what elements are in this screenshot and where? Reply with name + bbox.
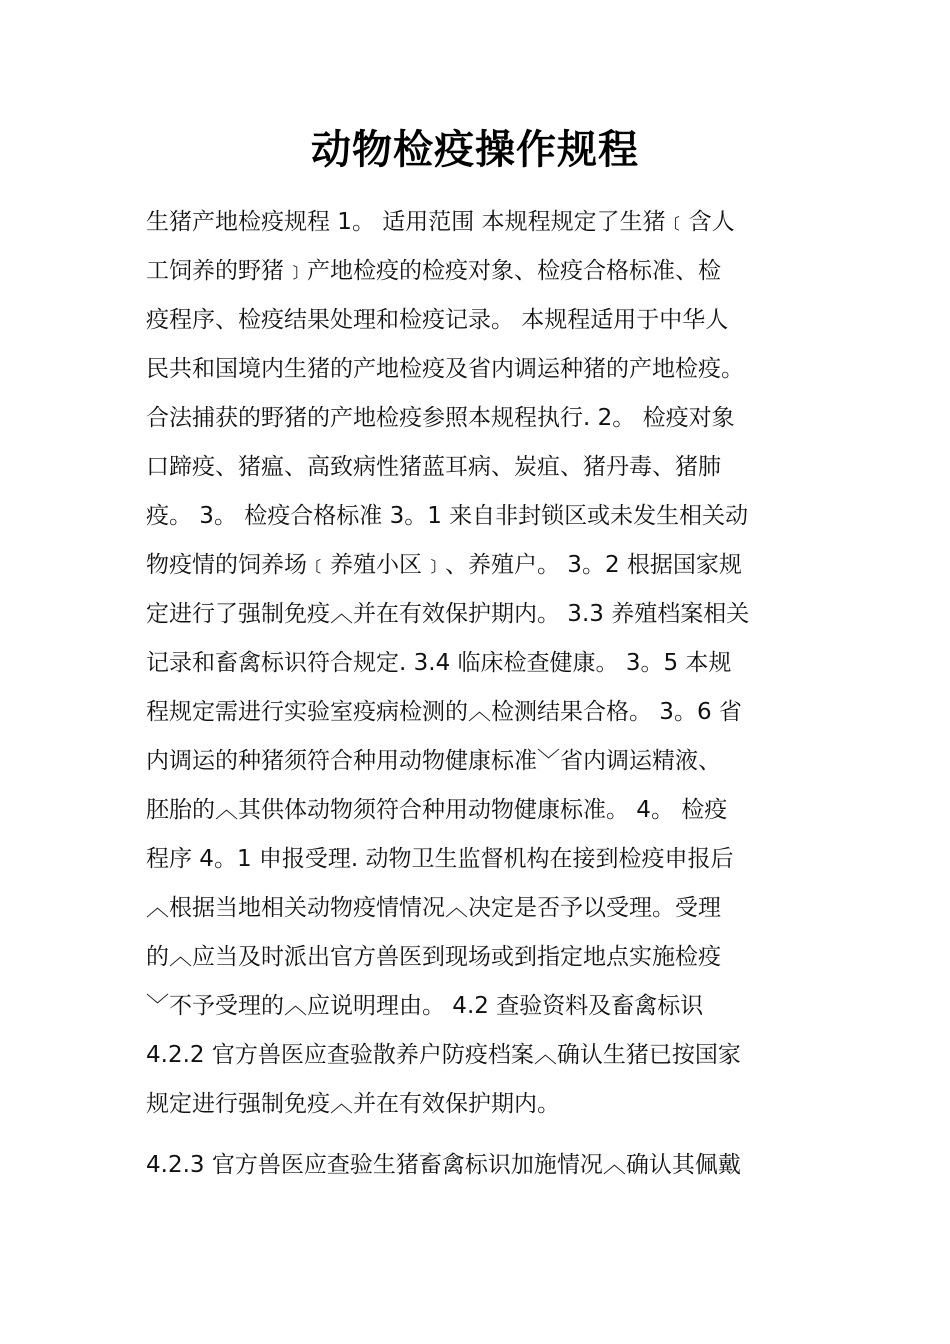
body-line: 记录和畜禽标识符合规定. 3.4 临床检查健康。 3。5 本规 xyxy=(146,650,732,676)
body-line: 胚胎的︿其供体动物须符合种用动物健康标准。 4。 检疫 xyxy=(146,797,728,823)
body-line: 生猪产地检疫规程 1。 适用范围 本规程规定了生猪﹝含人 xyxy=(146,209,735,235)
body-line: 定进行了强制免疫︿并在有效保护期内。 3.3 养殖档案相关 xyxy=(146,601,750,627)
body-line: 4.2.2 官方兽医应查验散养户防疫档案︿确认生猪已按国家 xyxy=(146,1042,741,1068)
document-body xyxy=(146,198,806,1190)
body-line: 物疫情的饲养场﹝养殖小区﹞、养殖户。 3。2 根据国家规 xyxy=(146,552,742,578)
body-line: 程序 4。1 申报受理. 动物卫生监督机构在接到检疫申报后 xyxy=(146,846,734,872)
body-line: 内调运的种猪须符合种用动物健康标准﹀省内调运精液、 xyxy=(146,748,721,774)
body-line: 疫程序、检疫结果处理和检疫记录。 本规程适用于中华人 xyxy=(146,307,729,333)
body-line: 的︿应当及时派出官方兽医到现场或到指定地点实施检疫 xyxy=(146,944,721,970)
body-line: 口蹄疫、猪瘟、高致病性猪蓝耳病、炭疽、猪丹毒、猪肺 xyxy=(146,454,721,480)
body-line: ﹀不予受理的︿应说明理由。 4.2 查验资料及畜禽标识 xyxy=(146,993,704,1019)
body-line: 规定进行强制免疫︿并在有效保护期内。 xyxy=(146,1091,560,1117)
document-title: 动物检疫操作规程 xyxy=(311,126,639,173)
body-line: 合法捕获的野猪的产地检疫参照本规程执行. 2。 检疫对象 xyxy=(146,405,735,431)
body-line: 民共和国境内生猪的产地检疫及省内调运种猪的产地检疫。 xyxy=(146,356,744,382)
body-line: 程规定需进行实验室疫病检测的︿检测结果合格。 3。6 省 xyxy=(146,699,742,725)
body-line: ︿根据当地相关动物疫情情况︿决定是否予以受理。受理 xyxy=(146,895,721,921)
body-line: 工饲养的野猪﹞产地检疫的检疫对象、检疫合格标准、检 xyxy=(146,258,721,284)
body-line: 疫。 3。 检疫合格标准 3。1 来自非封锁区或未发生相关动 xyxy=(146,503,749,529)
body-line: 4.2.3 官方兽医应查验生猪畜禽标识加施情况︿确认其佩戴 xyxy=(146,1152,741,1178)
